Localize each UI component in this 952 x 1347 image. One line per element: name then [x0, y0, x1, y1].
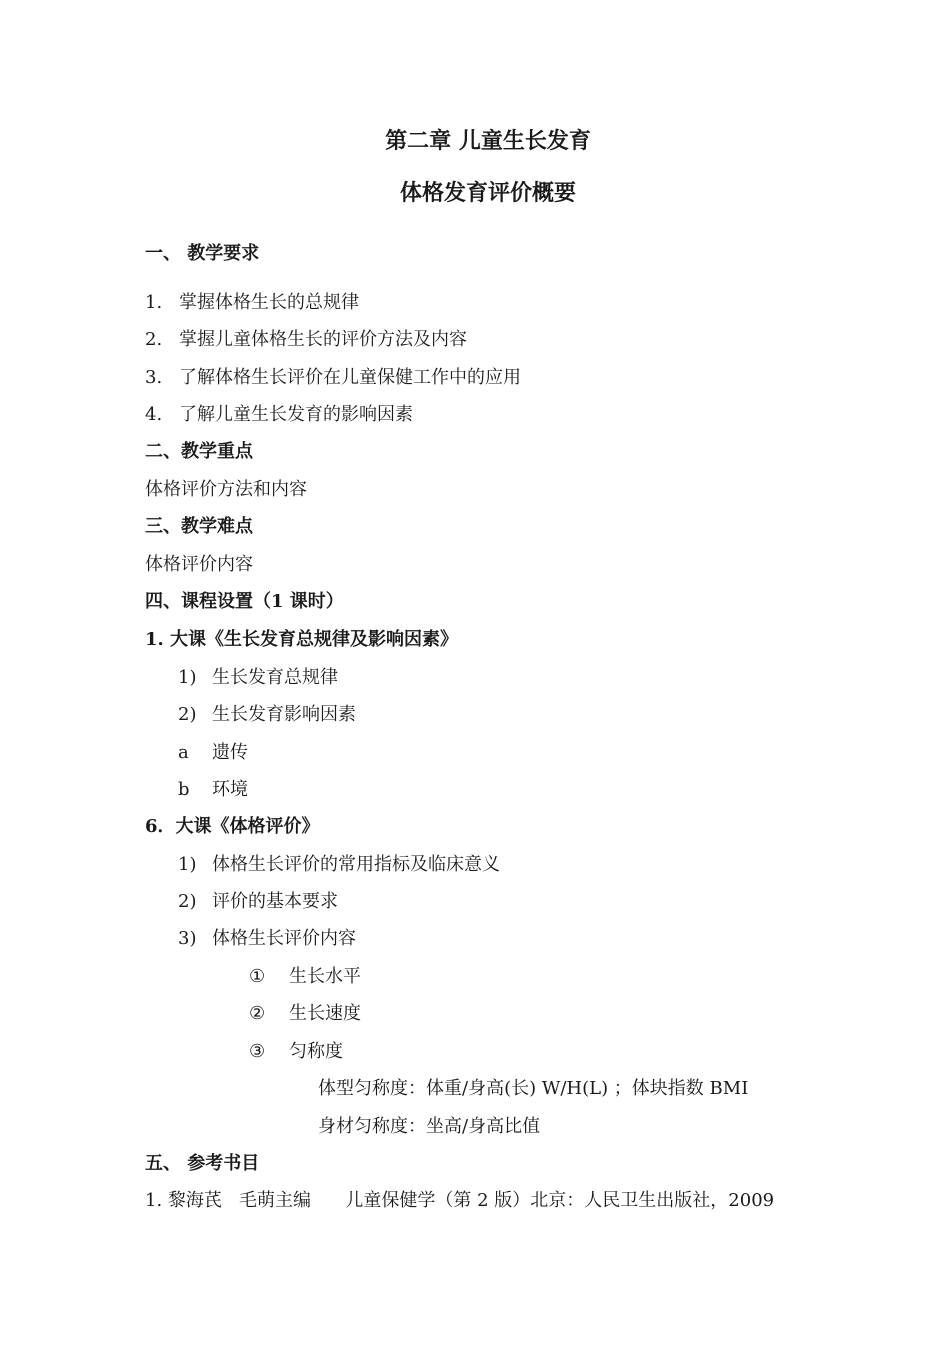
- sub-list-item-number: ②: [249, 1003, 266, 1024]
- list-item: [145, 291, 359, 315]
- sub-list-item-text: 匀称度: [289, 1041, 343, 1062]
- list-item-text: 掌握体格生长的总规律: [179, 292, 359, 313]
- list-item: [178, 703, 356, 727]
- list-item-text: 了解儿童生长发育的影响因素: [179, 404, 413, 425]
- list-item-number: b: [178, 779, 190, 800]
- sub-list-item-text: 生长水平: [289, 966, 361, 987]
- section-heading-requirements: 一、 教学要求: [145, 243, 260, 264]
- list-item: [178, 778, 248, 802]
- list-item-text: 体格生长评价的常用指标及临床意义: [212, 854, 500, 875]
- list-item-number: 2): [178, 704, 197, 725]
- list-item: [145, 328, 467, 352]
- chapter-title: 第二章 儿童生长发育: [385, 128, 591, 154]
- reference-item: 1. 黎海芪 毛萌主编 儿童保健学（第 2 版）北京：人民卫生出版社，2009: [145, 1190, 775, 1211]
- section-text-key-points: 体格评价方法和内容: [145, 479, 307, 500]
- list-item: [145, 403, 413, 427]
- section-heading-course-setup: 四、课程设置（1 课时）: [145, 591, 344, 612]
- list-item-text: 遗传: [212, 742, 248, 763]
- list-item-text: 掌握儿童体格生长的评价方法及内容: [179, 329, 467, 350]
- sub-list-item-number: ③: [249, 1041, 266, 1062]
- sub-list-item-number: ①: [249, 966, 266, 987]
- section-heading-key-points: 二、教学重点: [145, 441, 253, 462]
- list-item-text: 环境: [212, 779, 248, 800]
- list-item-number: 3.: [145, 367, 163, 388]
- detail-stature-proportion: 身材匀称度：坐高/身高比值: [318, 1116, 541, 1137]
- sub-list-item: [249, 965, 361, 989]
- detail-body-proportion: 体型匀称度：体重/身高(长) W/H(L) ；体块指数 BMI: [318, 1078, 749, 1099]
- list-item-number: 3): [178, 928, 197, 949]
- list-item-text: 评价的基本要求: [212, 891, 338, 912]
- course-heading-growth: 1. 大课《生长发育总规律及影响因素》: [145, 629, 459, 650]
- sub-list-item-text: 生长速度: [289, 1003, 361, 1024]
- section-heading-references: 五、 参考书目: [145, 1153, 260, 1174]
- course-heading-physical-evaluation: 6．大课《体格评价》: [145, 816, 320, 837]
- list-item-text: 生长发育影响因素: [212, 704, 356, 725]
- list-item: [178, 890, 338, 914]
- list-item: [178, 666, 338, 690]
- section-heading-difficulties: 三、教学难点: [145, 516, 253, 537]
- list-item-text: 生长发育总规律: [212, 667, 338, 688]
- list-item: [178, 853, 500, 877]
- list-item: [178, 741, 248, 765]
- list-item-text: 了解体格生长评价在儿童保健工作中的应用: [179, 367, 521, 388]
- list-item-text: 体格生长评价内容: [212, 928, 356, 949]
- list-item-number: 1): [178, 854, 197, 875]
- list-item: [178, 927, 356, 951]
- list-item-number: 2.: [145, 329, 163, 350]
- sub-list-item: [249, 1040, 343, 1064]
- sub-list-item: [249, 1002, 361, 1026]
- list-item-number: a: [178, 742, 189, 763]
- list-item-number: 2): [178, 891, 197, 912]
- page-subtitle: 体格发育评价概要: [399, 180, 576, 206]
- list-item-number: 1.: [145, 292, 163, 313]
- section-text-difficulties: 体格评价内容: [145, 554, 253, 575]
- list-item-number: 4.: [145, 404, 163, 425]
- list-item-number: 1): [178, 667, 197, 688]
- list-item: [145, 366, 521, 390]
